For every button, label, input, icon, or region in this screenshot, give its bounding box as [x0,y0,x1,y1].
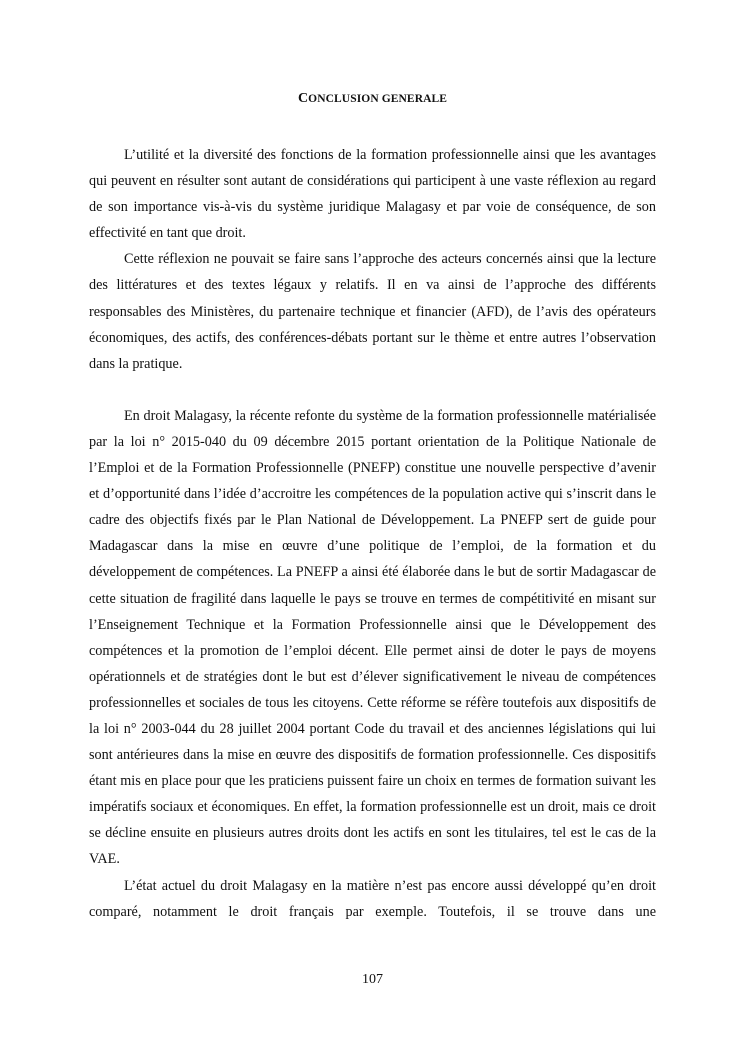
body-text [89,142,656,925]
page-title [0,91,745,107]
paragraph-1: L’utilité et la diversité des fonctions de la formation professionnelle ainsi que les avantages qui peuvent en résulter sont autant de considérations qui participent à une vaste réflexion au regard de son importance vis-à-vis du système juridique Malagasy et par voie de conséquence, de son effectivité en tant que droit. [89,147,656,242]
paragraph-2: Cette réflexion ne pouvait se faire sans l’approche des acteurs concernés ainsi que la lecture des littératures et des textes légaux y relatifs. Il en va ainsi de l’approche des différents responsables des Ministères, du partenaire technique et financier (AFD), de l’avis des opérateurs économiques, des actifs, des conférences-débats portant sur le thème et entre autres l’observation dans la pratique. [89,251,656,372]
title-rest: ONCLUSION GENERALE [308,93,448,105]
paragraph-4: L’état actuel du droit Malagasy en la matière n’est pas encore aussi développé qu’en droit comparé, notamment le droit français par exemple. Toutefois, il se trouve dans une [89,877,656,920]
page-number: 107 [362,972,383,987]
title-initial: C [297,91,309,106]
paragraph-3: En droit Malagasy, la récente refonte du système de la formation professionnelle matérialisée par la loi n° 2015-040 du 09 décembre 2015 portant orientation de la Politique Nationale de l’Emploi et de la Formation Professionnelle (PNEFP) constitue une nouvelle perspective d’avenir et d’opportunité dans l’idée d’accroitre les compétences de la population active qui s’inscrit dans le cadre des objectifs fixés par le Plan National de Développement. La PNEFP sert de guide pour Madagascar dans la mise en œuvre d’une politique de l’emploi, de la formation et du développement de compétences. La PNEFP a ainsi été élaborée dans le but de sortir Madagascar de cette situation de fragilité dans laquelle le pays se trouve en termes de compétitivité en misant sur l’Enseignement Technique et la Formation Professionnelle ainsi que le Développement des compétences et la promotion de l’emploi décent. Elle permet ainsi de doter le pays de moyens opérationnels et de stratégies dont le but est d’élever significativement le niveau de compétences professionnelles et sociales de tous les citoyens. Cette réforme se réfère toutefois aux dispositifs de la loi n° 2003-044 du 28 juillet 2004 portant Code du travail et des anciennes législations qui lui sont antérieures dans la mise en œuvre des dispositifs de formation professionnelle. Ces dispositifs étant mis en place pour que les praticiens puissent faire un choix en termes de formation suivant les impératifs sociaux et économiques. En effet, la formation professionnelle est un droit, mais ce droit se décline ensuite en plusieurs autres droits dont les actifs en sont les titulaires, tel est le cas de la VAE. [89,407,656,868]
